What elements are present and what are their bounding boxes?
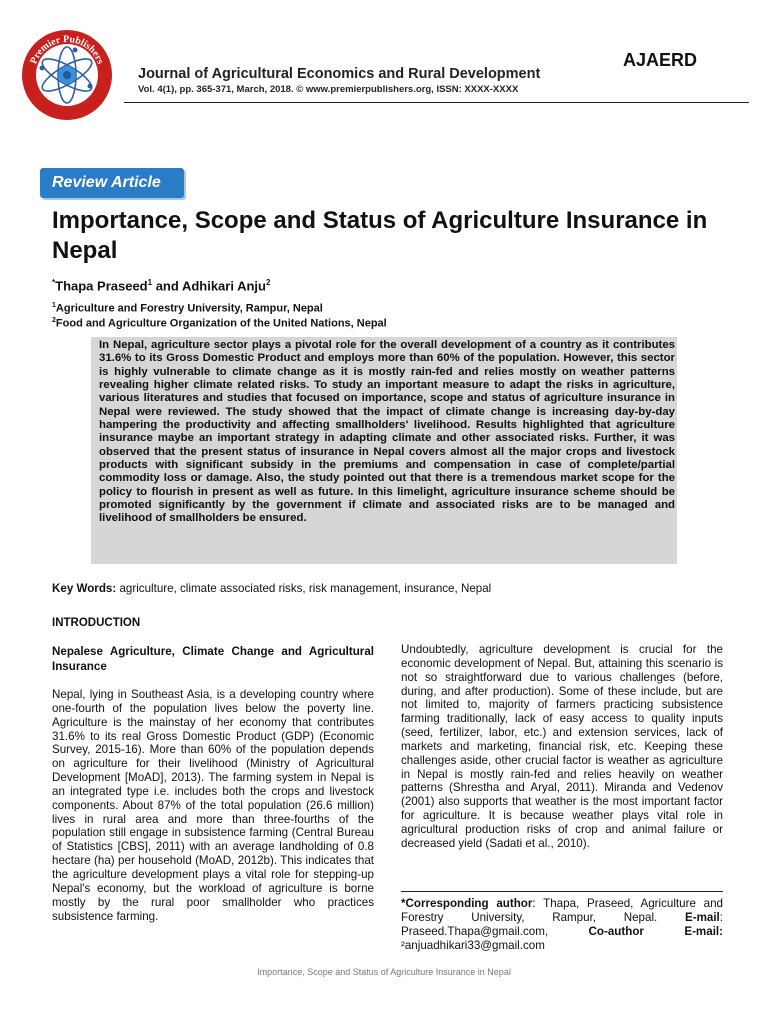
coauthor-email-label: Co-author E-mail: <box>588 925 723 938</box>
email-2: ²anjuadhikari33@gmail.com <box>401 939 545 952</box>
affiliation-2 <box>52 317 387 330</box>
abstract-text: In Nepal, agriculture sector plays a pivotal role for the overall development of a country as it contributes 31.6% to its Gross Domestic Product and employs more than 60% of the population. However, this sector is highly vulnerable to climate change as it is mostly rain-fed and relies mostly on weather patterns revealing higher climate related risks. To study an important measure to adapt the risks in agriculture, various literatures and studies that focused on importance, scope and status of agriculture insurance in Nepal were reviewed. The study showed that the impact of climate change is increasing day-by-day hampering the productivity and affecting smallholders' livelihood. Results highlighted that agriculture insurance maybe an important strategy in adapting climate and other associated risks. Further, it was observed that the present status of insurance in Nepal covers almost all the major crops and livestock products with significant subsidy in the premiums and compensation in case of complete/partial commodity loss or damage. Also, the study pointed out that there is a tremendous market scope for the policy to flourish in present as well as future. In this limelight, agriculture insurance scheme should be promoted significantly by the government if climate and associated risks are to be managed and livelihood of smallholders be ensured. <box>99 339 675 525</box>
email-label: E-mail <box>684 911 720 924</box>
right-column-paragraph: Undoubtedly, agriculture development is crucial for the economic development of Nepal. But, attaining this scenario is not so straightforward due to various challenges (before, during, and after production). Some of these include, but are not limited to, majority of farmers practicing subsistence farming traditionally, lack of easy access to quality inputs (seed, fertilizer, labor, etc.) and extension services, lack of markets and marketing, financial risk, etc. Keeping these challenges aside, other crucial factor is weather as agriculture in Nepal is mostly rain-fed and relies heavily on weather patterns (Shrestha and Aryal, 2011). Miranda and Vedenov (2001) also supports that weather is the most important factor for agriculture. It is because weather plays vital role in agricultural production risks of crop and animal failure or decreased yield (Sadati et al., 2010). <box>401 643 723 850</box>
issn-value: : XXXX-XXXX <box>458 84 519 95</box>
author-1: Thapa Praseed <box>55 278 148 294</box>
corresponding-star: * <box>52 278 56 287</box>
introduction-subheading: Nepalese Agriculture, Climate Change and Agricultural Insurance <box>52 645 374 673</box>
journal-meta <box>138 84 518 95</box>
affiliation-2-sup: 2 <box>52 317 56 324</box>
header-rule <box>124 102 749 103</box>
affiliation-1-text: Agriculture and Forestry University, Rampur, Nepal <box>55 302 323 315</box>
author-joiner: and <box>152 278 182 294</box>
left-column-paragraph: Nepal, lying in Southeast Asia, is a developing country where one-fourth of the population lives below the poverty line. Agriculture is the mainstay of her economy that contributes 31.6% to its real Gross Domestic Product (GDP) (Economic Survey, 2015-16). More than 60% of the population depends on agriculture for their livelihood (Ministry of Agricultural Development [MoAD], 2013). The farming system in Nepal is an integrated type i.e. includes both the crops and livestock components. About 87% of the total population (26.6 million) lives in rural area and more than three-fourths of the population still engage in subsistence farming (Central Bureau of Statistics [CBS], 2011) with an average landholding of 0.8 hectare (ha) per household (MoAD, 2012b). This indicates that the agriculture development plays a vital role for stepping-up Nepal's economy, but the workload of agriculture is borne mostly by the rural poor smallholder who practices subsistence farming. <box>52 688 374 923</box>
affiliation-1 <box>52 302 323 315</box>
running-footer: Importance, Scope and Status of Agriculture Insurance in Nepal <box>257 967 511 977</box>
article-type-label: Review Article <box>52 174 161 191</box>
paper-title: Importance, Scope and Status of Agriculture Insurance in Nepal <box>52 207 708 264</box>
corresponding-author-note <box>401 897 723 953</box>
author-2: Adhikari Anju <box>181 278 266 294</box>
keywords <box>52 582 491 595</box>
affiliation-2-text: Food and Agriculture Organization of the United Nations, Nepal <box>55 317 387 330</box>
publisher-logo <box>20 28 114 122</box>
journal-title: Journal of Agricultural Economics and Rural Development <box>138 66 541 82</box>
logo-text: Premier Publishers <box>28 33 106 66</box>
introduction-heading: INTRODUCTION <box>52 617 141 629</box>
corresponding-rule <box>401 891 723 892</box>
keywords-label: Key Words: <box>52 582 117 595</box>
corresponding-text: : Thapa, Praseed, Agriculture and Forestry University, Rampur, Nepal. <box>401 897 723 924</box>
email-1: : Praseed.Thapa@gmail.com, <box>401 911 723 938</box>
journal-meta-prefix: Vol. 4(1), pp. 365-371, March, 2018. © www.premierpublishers.org, <box>138 84 437 95</box>
author-1-sup: 1 <box>147 278 153 287</box>
article-type-badge <box>40 168 184 198</box>
author-2-sup: 2 <box>265 278 271 287</box>
journal-code: AJAERD <box>623 50 698 70</box>
affiliation-1-sup: 1 <box>52 302 56 309</box>
issn-label: ISSN <box>436 84 459 95</box>
corresponding-label: *Corresponding author <box>401 897 533 910</box>
keywords-text: agriculture, climate associated risks, risk management, insurance, Nepal <box>116 582 492 595</box>
author-line <box>52 278 270 293</box>
